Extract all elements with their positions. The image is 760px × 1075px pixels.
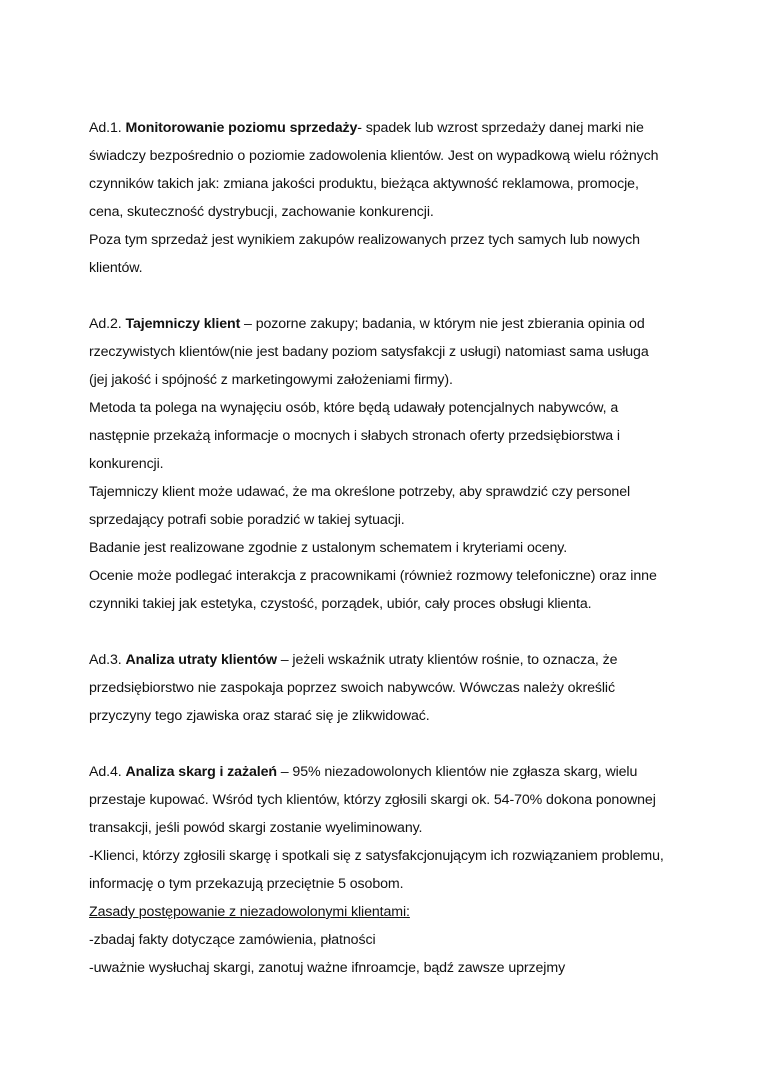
ad2-line-1	[89, 310, 689, 338]
ad4-line-6	[89, 898, 689, 926]
ad1-title: Monitorowanie poziomu sprzedaży	[125, 120, 358, 136]
ad1-line-2: świadczy bezpośrednio o poziomie zadowolenia klientów. Jest on wypadkową wielu różnych	[89, 148, 659, 164]
ad4-line-7: -zbadaj fakty dotyczące zamówienia, płatności	[89, 932, 376, 948]
ad1-line-4: cena, skuteczność dystrybucji, zachowanie konkurencji.	[89, 204, 434, 220]
ad2-line-7: Tajemniczy klient może udawać, że ma określone potrzeby, aby sprawdzić czy personel	[89, 484, 631, 500]
ad4-line-1	[89, 758, 689, 786]
paragraph-gap	[89, 618, 689, 646]
ad1-prefix: Ad.1.	[89, 120, 126, 136]
document-page	[89, 114, 689, 982]
ad3-title: Analiza utraty klientów	[125, 652, 277, 668]
ad2-prefix: Ad.2.	[89, 316, 126, 332]
ad3-line1-rest: – jeżeli wskaźnik utraty klientów rośnie, to oznacza, że	[276, 652, 618, 668]
ad2-line-8: sprzedający potrafi sobie poradzić w takiej sytuacji.	[89, 512, 405, 528]
ad1-line-1	[89, 114, 689, 142]
ad4-line-4: -Klienci, którzy zgłosili skargę i spotkali się z satysfakcjonującym ich rozwiązaniem problemu,	[89, 848, 664, 864]
ad2-title: Tajemniczy klient	[125, 316, 241, 332]
ad4-prefix: Ad.4.	[89, 764, 126, 780]
ad2-line1-rest: – pozorne zakupy; badania, w którym nie jest zbierania opinia od	[240, 316, 645, 332]
ad4-line-5: informację o tym przekazują przeciętnie 5 osobom.	[89, 876, 404, 892]
ad4-title: Analiza skarg i zażaleń	[125, 764, 277, 780]
ad2-line-3: (jej jakość i spójność z marketingowymi założeniami firmy).	[89, 372, 453, 388]
ad1-line-3: czynników takich jak: zmiana jakości produktu, bieżąca aktywność reklamowa, promocje,	[89, 176, 639, 192]
ad2-line-9: Badanie jest realizowane zgodnie z ustalonym schematem i kryteriami oceny.	[89, 540, 568, 556]
ad4-line-3: transakcji, jeśli powód skargi zostanie wyeliminowany.	[89, 820, 423, 836]
ad3-prefix: Ad.3.	[89, 652, 126, 668]
ad4-line-8: -uważnie wysłuchaj skargi, zanotuj ważne ifnroamcje, bądź zawsze uprzejmy	[89, 960, 566, 976]
ad3-line-2: przedsiębiorstwo nie zaspokaja poprzez swoich nabywców. Wówczas należy określić	[89, 680, 615, 696]
ad2-line-11: czynniki takiej jak estetyka, czystość, porządek, ubiór, cały proces obsługi klienta.	[89, 596, 592, 612]
ad1-line-6: klientów.	[89, 260, 143, 276]
ad4-line-2: przestaje kupować. Wśród tych klientów, którzy zgłosili skargi ok. 54-70% dokona ponownej	[89, 792, 656, 808]
ad4-rules-heading: Zasady postępowanie z niezadowolonymi klientami:	[89, 904, 410, 920]
ad2-line-6: konkurencji.	[89, 456, 164, 472]
ad2-line-4: Metoda ta polega na wynajęciu osób, które będą udawały potencjalnych nabywców, a	[89, 400, 619, 416]
ad4-line1-rest: – 95% niezadowolonych klientów nie zgłasza skarg, wielu	[276, 764, 638, 780]
ad1-line-5: Poza tym sprzedaż jest wynikiem zakupów realizowanych przez tych samych lub nowych	[89, 232, 640, 248]
paragraph-gap	[89, 730, 689, 758]
ad2-line-2: rzeczywistych klientów(nie jest badany poziom satysfakcji z usługi) natomiast sama usługa	[89, 344, 649, 360]
ad2-line-10: Ocenie może podlegać interakcja z pracownikami (również rozmowy telefoniczne) oraz inne	[89, 568, 657, 584]
ad3-line-1	[89, 646, 689, 674]
ad1-line1-rest: - spadek lub wzrost sprzedaży danej marki nie	[357, 120, 644, 136]
ad3-line-3: przyczyny tego zjawiska oraz starać się je zlikwidować.	[89, 708, 430, 724]
paragraph-gap	[89, 282, 689, 310]
ad2-line-5: następnie przekażą informacje o mocnych i słabych stronach oferty przedsiębiorstwa i	[89, 428, 620, 444]
